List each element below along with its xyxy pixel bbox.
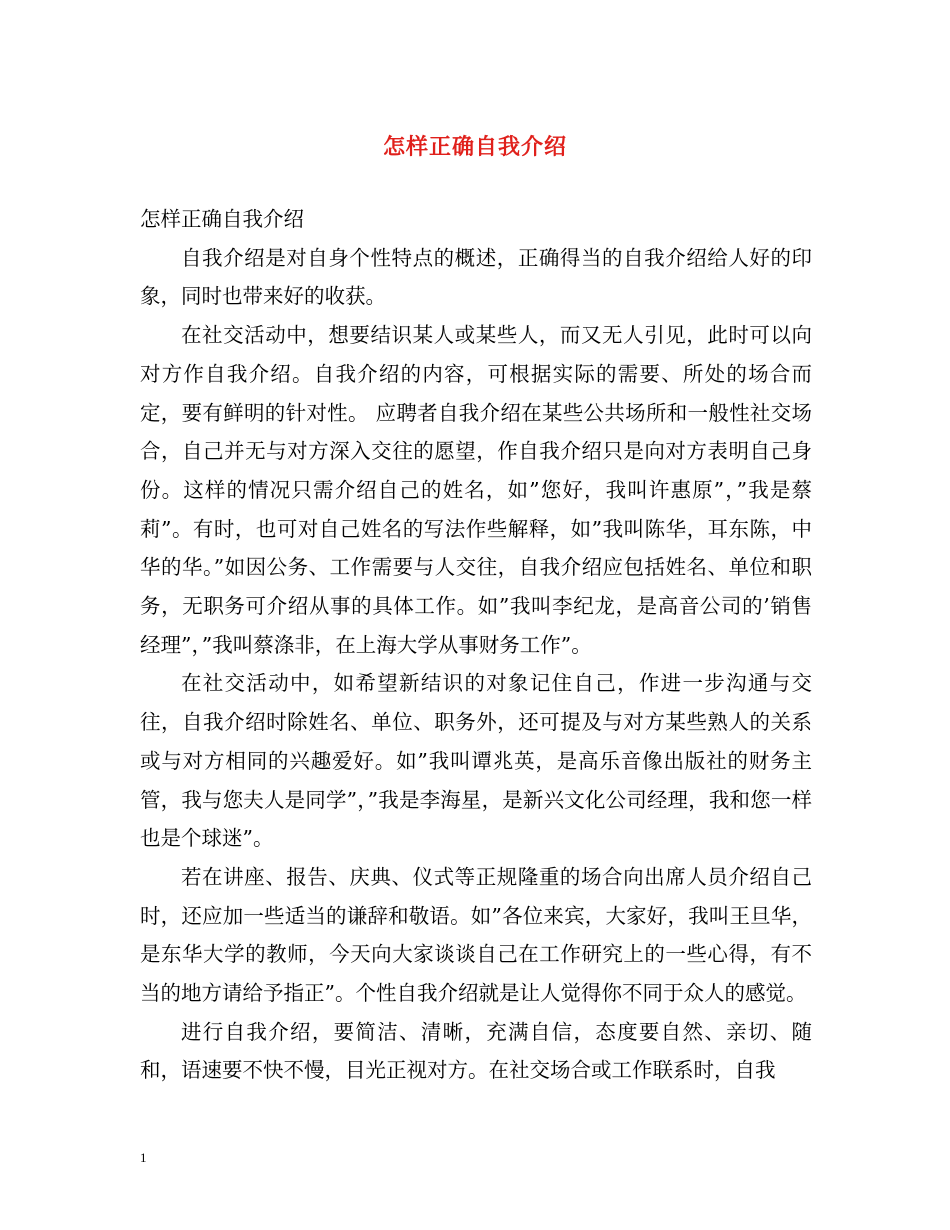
section-heading: 怎样正确自我介绍 (140, 207, 304, 231)
paragraph-3: 在社交活动中，如希望新结识的对象记住自己，作进一步沟通与交往，自我介绍时除姓名、单位、职务外，还可提及与对方某些熟人的关系或与对方相同的兴趣爱好。如”我叫谭兆英，是高乐音像出版社的财务主管，我与您夫人是同学”，”我是李海星，是新兴文化公司经理，我和您一样也是个球迷”。 (140, 671, 812, 851)
paragraph-2: 在社交活动中，想要结识某人或某些人，而又无人引见，此时可以向对方作自我介绍。自我介绍的内容，可根据实际的需要、所处的场合而定，要有鲜明的针对性。 应聘者自我介绍在某些公共场所和一般性社交场合，自己并无与对方深入交往的愿望，作自我介绍只是向对方表明自己身份。这样的情况只需介绍自己的姓名，如”您好，我叫许惠原”，”我是蔡莉”。有时，也可对自己姓名的写法作些解释，如”我叫陈华，耳东陈，中华的华。”如因公务、工作需要与人交往，自我介绍应包括姓名、单位和职务，无职务可介绍从事的具体工作。如”我叫李纪龙，是高音公司的’销售经理”，”我叫蔡涤非，在上海大学从事财务工作”。 (140, 323, 812, 657)
paragraph-4: 若在讲座、报告、庆典、仪式等正规隆重的场合向出席人员介绍自己时，还应加一些适当的谦辞和敬语。如”各位来宾，大家好，我叫王旦华，是东华大学的教师，今天向大家谈谈自己在工作研究上的一些心得，有不当的地方请给予指正”。个性自我介绍就是让人觉得你不同于众人的感觉。 (140, 864, 812, 1006)
paragraph-5: 进行自我介绍，要简洁、清晰，充满自信，态度要自然、亲切、随和，语速要不快不慢，目光正视对方。在社交场合或工作联系时，自我 (140, 1019, 812, 1083)
document-body (140, 200, 812, 1090)
document-title: 怎样正确自我介绍 (382, 134, 567, 160)
paragraph-1: 自我介绍是对自身个性特点的概述，正确得当的自我介绍给人好的印象，同时也带来好的收获。 (140, 245, 812, 309)
page-number: 1 (140, 1150, 147, 1165)
